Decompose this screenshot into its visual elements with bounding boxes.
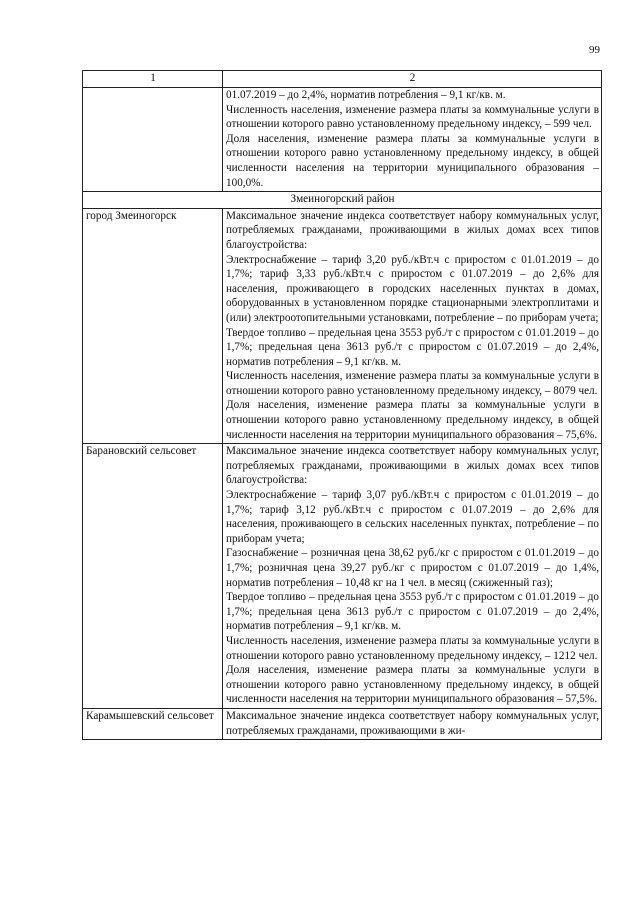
paragraph: Численность населения, изменение размера платы за коммунальные услуги в отношении которого равно установленному предельному индексу, – 1212 чел.: [226, 634, 599, 662]
page-number: 99: [589, 44, 600, 56]
paragraph: Твердое топливо – предельная цена 3553 руб./т с приростом с 01.01.2019 – до 1,7%; предельная цена 3613 руб./т с приростом с 01.07.2019 – до 2,4%, норматив потребления – 9,1 кг/кв. м.: [226, 591, 599, 633]
table-row: [83, 708, 602, 739]
paragraph: Численность населения, изменение размера платы за коммунальные услуги в отношении которого равно установленному предельному индексу, – 599 чел.: [226, 103, 599, 131]
tariff-table: [82, 70, 602, 740]
paragraph: Доля населения, изменение размера платы за коммунальные услуги в отношении которого равно установленному предельному индексу, в общей численности населения на территории муниципального образования – 57,5%.: [226, 664, 599, 706]
municipality-content: [223, 708, 602, 739]
paragraph: Электроснабжение – тариф 3,07 руб./кВт.ч с приростом с 01.01.2019 – до 1,7%; тариф 3,12 руб./кВт.ч с приростом с 01.07.2019 – до 2,6% для населения, проживающего в сельских населенных пунктах, потребление – по приборам учета;: [226, 489, 599, 545]
district-row: [83, 192, 602, 209]
municipality-content: [223, 444, 602, 709]
row-content-continuation: [223, 88, 602, 192]
paragraph: Доля населения, изменение размера платы за коммунальные услуги в отношении которого равно установленному предельному индексу, в общей численности населения на территории муниципального образования – 100,0%.: [226, 132, 599, 189]
paragraph: Максимальное значение индекса соответствует набору коммунальных услуг, потребляемых гражданами, проживающими в жилых домах всех типов благоустройства:: [226, 209, 599, 251]
table-header-row: [83, 71, 602, 88]
municipality-content: [223, 208, 602, 444]
paragraph: Максимальное значение индекса соответствует набору коммунальных услуг, потребляемых гражданами, проживающими в жи-: [226, 709, 599, 737]
table-row: [83, 208, 602, 444]
paragraph: Доля населения, изменение размера платы за коммунальные услуги в отношении которого равно установленному предельному индексу, в общей численности населения на территории муниципального образования – 75,6%.: [226, 399, 599, 441]
column-header-2: 2: [223, 71, 602, 88]
row-name-empty: [83, 88, 223, 192]
paragraph: Твердое топливо – предельная цена 3553 руб./т с приростом с 01.01.2019 – до 1,7%; предельная цена 3613 руб./т с приростом с 01.07.2019 – до 2,4%, норматив потребления – 9,1 кг/кв. м.: [226, 326, 599, 368]
municipality-name: Барановский сельсовет: [83, 444, 223, 709]
table-row: [83, 444, 602, 709]
paragraph: 01.07.2019 – до 2,4%, норматив потребления – 9,1 кг/кв. м.: [226, 89, 506, 101]
table-row-continuation: [83, 88, 602, 192]
paragraph: Электроснабжение – тариф 3,20 руб./кВт.ч с приростом с 01.01.2019 – до 1,7%; тариф 3,33 руб./кВт.ч с приростом с 01.07.2019 – до 2,6% для населения, проживающего в городских населенных пунктах в домах, оборудованных в установленном порядке стационарными электроплитами и (или) электроотопительными установками, потребление – по приборам учета;: [226, 253, 599, 324]
municipality-name: Карамышевский сельсовет: [83, 708, 223, 739]
paragraph: Численность населения, изменение размера платы за коммунальные услуги в отношении которого равно установленному предельному индексу, – 8079 чел.: [226, 370, 599, 397]
municipality-name: город Змеиногорск: [83, 208, 223, 444]
district-title: Змеиногорский район: [83, 192, 602, 209]
paragraph: Газоснабжение – розничная цена 38,62 руб./кг с приростом с 01.01.2019 – до 1,7%; розничная цена 39,27 руб./кг с приростом с 01.07.2019 – до 1,4%, норматив потребления – 10,48 кг на 1 чел. в месяц (сжиженный газ);: [226, 547, 599, 589]
column-header-1: 1: [83, 71, 223, 88]
paragraph: Максимальное значение индекса соответствует набору коммунальных услуг, потребляемых гражданами, проживающими в жилых домах всех типов благоустройства:: [226, 445, 599, 487]
